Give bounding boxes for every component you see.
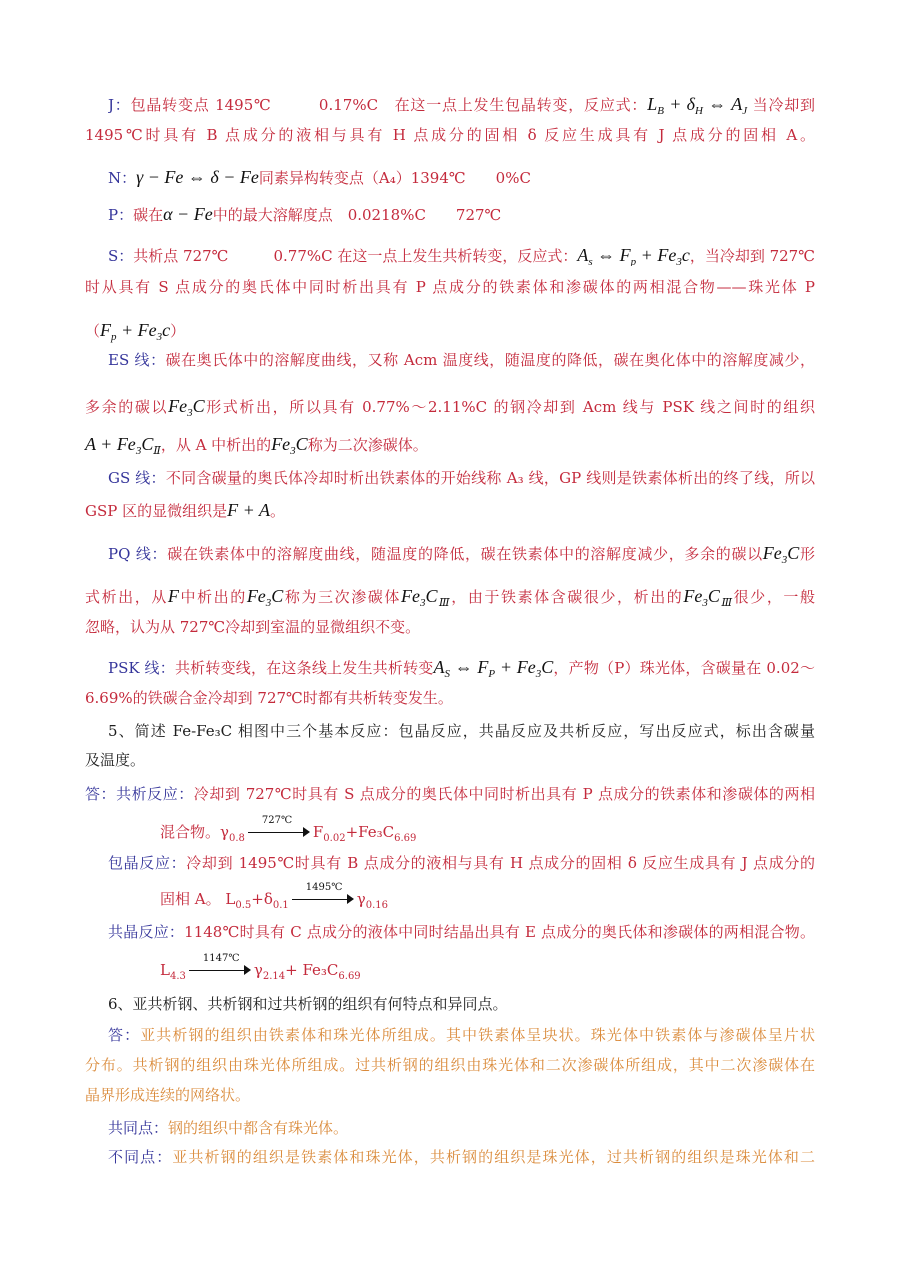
formula: C <box>425 586 438 606</box>
subscript: 2.14 <box>262 971 286 982</box>
formula: A <box>577 245 589 265</box>
subscript: 0.02 <box>323 833 346 844</box>
formula-subscript: B <box>657 105 664 115</box>
text-line <box>85 319 185 341</box>
subscript: 0.1 <box>272 900 289 911</box>
formula-subscript: 3 <box>135 445 142 457</box>
formula: + δ <box>663 94 696 114</box>
body-text: 当冷却到 <box>747 96 815 114</box>
formula-subscript: 3 <box>265 597 272 607</box>
reaction-arrow-icon <box>292 882 354 910</box>
formula-subscript: Ⅲ <box>719 597 734 607</box>
formula: C <box>141 434 154 454</box>
formula: α − Fe <box>163 204 213 224</box>
section-label: 共晶反应： <box>108 923 185 941</box>
body-text: 形 <box>799 545 815 563</box>
text-line <box>108 921 815 943</box>
body-text: 碳在铁素体中的溶解度曲线，随温度的降低，碳在铁素体中的溶解度减少，多余的碳以 <box>167 545 763 563</box>
body-text: 。 <box>269 502 285 520</box>
question-text: 6、亚共析钢、共析钢和过共析钢的组织有何特点和异同点。 <box>108 995 508 1013</box>
body-text: 很少，一般 <box>733 588 815 606</box>
body-text: 1148℃时具有 C 点成分的液体中同时结晶出具有 E 点成分的奥氏体和渗碳体的两相混合物。 <box>184 923 815 941</box>
body-text: ，从 A 中析出的 <box>160 436 272 454</box>
formula-subscript: p <box>630 256 637 266</box>
body-text: 中析出的 <box>178 588 247 606</box>
subscript: 4.3 <box>169 971 186 982</box>
body-text: 冷却到 1495℃时具有 B 点成分的液相与具有 H 点成分的固相 δ 反应生成具有 J 点成分的 <box>186 854 815 872</box>
section-label: ES 线： <box>108 351 166 369</box>
formula-subscript: 3 <box>781 554 788 564</box>
text-line <box>85 616 420 638</box>
text-line <box>108 244 815 266</box>
text-line <box>160 882 388 911</box>
formula-subscript: p <box>111 331 117 343</box>
text-line <box>108 1146 815 1168</box>
section-label: GS 线： <box>108 469 166 487</box>
body-text: L <box>160 961 170 979</box>
formula: Fe <box>762 543 782 563</box>
formula: c <box>162 320 171 340</box>
reaction-temperature: 1147℃ <box>202 953 240 964</box>
subscript: 0.8 <box>228 833 245 844</box>
text-line <box>85 749 145 771</box>
formula: + Fe <box>116 320 157 340</box>
body-text: +Fe₃C <box>345 823 395 841</box>
formula: ⇔ F <box>450 657 489 677</box>
body-text: 称为二次渗碳体。 <box>307 436 428 454</box>
formula: c <box>681 245 690 265</box>
body-text: 不同含碳量的奥氏体冷却时析出铁素体的开始线称 A₃ 线，GP 线则是铁素体析出的终了线，所以 <box>165 469 815 487</box>
body-text: ，当冷却到 727℃ <box>689 247 815 265</box>
formula-subscript: s <box>588 256 593 266</box>
body-text: ） <box>170 322 186 340</box>
answer-text: 分布。共析钢的组织由珠光体所组成。过共析钢的组织由珠光体和二次渗碳体所组成，其中二次渗碳体在 <box>85 1056 815 1074</box>
text-line <box>85 783 815 805</box>
reaction-arrow-icon <box>189 953 251 981</box>
formula-subscript: 3 <box>187 407 193 417</box>
body-text: 碳在奥氏体中的溶解度曲线，又称 Acm 温度线，随温度的降低，碳在奥化体中的溶解度减少， <box>165 351 815 369</box>
formula: A <box>433 657 445 677</box>
body-text: 多余的碳以 <box>85 398 169 416</box>
body-text: 6.69%的铁碳合金冷却到 727℃时都有共析转变发生。 <box>85 689 453 707</box>
body-text: 固相 A。 L <box>160 890 236 908</box>
section-label: 答：共析反应： <box>85 785 194 803</box>
formula: Fe <box>400 586 420 606</box>
formula-subscript: S <box>444 668 450 678</box>
formula: + Fe <box>636 245 677 265</box>
body-text: ，产物（P）珠光体，含碳量在 0.02～ <box>553 659 815 677</box>
text-line <box>160 815 417 844</box>
section-label: 不同点： <box>108 1148 173 1166</box>
formula: L <box>647 94 658 114</box>
section-label: 包晶反应： <box>108 854 187 872</box>
formula: Fe <box>246 586 266 606</box>
text-line <box>108 1024 815 1046</box>
body-text: 式析出，从 <box>85 588 168 606</box>
body-text: 碳在 <box>133 206 164 224</box>
subscript: 6.69 <box>394 833 417 844</box>
text-line <box>85 433 428 455</box>
reaction-temperature: 1495℃ <box>305 882 343 893</box>
question-text: 5、简述 Fe-Fe₃C 相图中三个基本反应：包晶反应，共晶反应及共析反应，写出反应式，标出含碳量 <box>108 722 815 740</box>
body-text: 形式析出，所以具有 0.77%～2.11%C 的钢冷却到 Acm 线与 PSK 线之间时的组织 <box>204 398 815 416</box>
text-line <box>85 395 815 417</box>
answer-text: 亚共析钢的组织是铁素体和珠光体，共析钢的组织是珠光体，过共析钢的组织是珠光体和二 <box>172 1148 815 1166</box>
formula-subscript: Ⅲ <box>437 597 452 607</box>
formula-subscript: 3 <box>702 597 708 607</box>
text-line <box>108 720 815 742</box>
formula: F + A <box>227 500 270 520</box>
formula: C <box>295 434 308 454</box>
section-label: 答： <box>108 1026 141 1044</box>
text-line <box>108 467 815 489</box>
formula-subscript: P <box>488 668 496 678</box>
text-line <box>108 542 815 564</box>
body-text: 中的最大溶解度点 0.0218%C 727℃ <box>212 206 502 224</box>
section-label: P： <box>108 206 134 224</box>
text-line <box>108 166 531 188</box>
subscript: 0.5 <box>235 900 252 911</box>
formula: ⇔ A <box>702 94 743 114</box>
body-text: 共析点 727℃ 0.77%C 在这一点上发生共析转变，反应式： <box>133 247 578 265</box>
body-text: 包晶转变点 1495℃ 0.17%C 在这一点上发生包晶转变，反应式： <box>130 96 648 114</box>
formula: C <box>787 543 800 563</box>
section-label: J： <box>108 96 131 114</box>
formula: + Fe <box>495 657 536 677</box>
body-text: 混合物。γ <box>160 823 229 841</box>
text-line <box>108 203 501 225</box>
formula: C <box>192 396 205 416</box>
text-line <box>108 993 508 1015</box>
section-label: PQ 线： <box>108 545 168 563</box>
formula: C <box>707 586 720 606</box>
formula-subscript: 3 <box>535 668 542 678</box>
text-line <box>85 585 815 607</box>
formula-subscript: H <box>695 105 703 115</box>
formula-subscript: 3 <box>676 256 682 266</box>
formula: F <box>100 320 112 340</box>
subscript: 6.69 <box>338 971 361 982</box>
answer-text: 亚共析钢的组织由铁素体和珠光体所组成。其中铁素体呈块状。珠光体中铁素体与渗碳体呈片状 <box>140 1026 815 1044</box>
body-text: γ <box>356 890 366 908</box>
subscript: 0.16 <box>365 900 388 911</box>
formula: Fe <box>683 586 703 606</box>
question-text: 及温度。 <box>85 751 146 769</box>
formula-subscript: 3 <box>290 445 296 457</box>
text-line <box>85 276 815 298</box>
answer-text: 钢的组织中都含有珠光体。 <box>168 1119 349 1137</box>
text-line <box>85 1084 250 1106</box>
text-line <box>108 852 815 874</box>
body-text: 共析转变线，在这条线上发生共析转变 <box>174 659 434 677</box>
section-label: S： <box>108 247 134 265</box>
reaction-arrow-icon <box>248 815 310 843</box>
formula: ⇔ F <box>592 245 631 265</box>
answer-text: 晶界形成连续的网络状。 <box>85 1086 251 1104</box>
text-line <box>85 124 815 146</box>
formula: A + Fe <box>85 434 136 454</box>
body-text: 冷却到 727℃时具有 S 点成分的奥氏体中同时析出具有 P 点成分的铁素体和渗碳体的两相 <box>193 785 815 803</box>
text-line <box>108 349 815 371</box>
body-text: 忽略，认为从 727℃冷却到室温的显微组织不变。 <box>85 618 421 636</box>
text-line <box>108 93 815 115</box>
body-text: （ <box>85 322 101 340</box>
body-text: F <box>312 823 324 841</box>
body-text: 同素异构转变点（A₄）1394℃ 0%C <box>258 169 531 187</box>
text-line <box>85 687 453 709</box>
formula-subscript: 3 <box>156 331 163 343</box>
section-label: PSK 线： <box>108 659 175 677</box>
formula: Fe <box>168 396 188 416</box>
formula: C <box>541 657 554 677</box>
section-label: 共同点： <box>108 1119 169 1137</box>
formula: F <box>167 586 179 606</box>
body-text: 1495℃时具有 B 点成分的液相与具有 H 点成分的固相 δ 反应生成具有 J 点成分的固相 A。 <box>85 126 815 144</box>
body-text: GSP 区的显微组织是 <box>85 502 228 520</box>
body-text: γ <box>253 961 263 979</box>
formula: Fe <box>271 434 291 454</box>
formula-subscript: Ⅱ <box>153 445 161 457</box>
text-line <box>160 953 361 982</box>
body-text: 称为三次渗碳体 <box>283 588 401 606</box>
formula: C <box>271 586 284 606</box>
formula-subscript: 3 <box>419 597 426 607</box>
body-text: + Fe₃C <box>285 961 339 979</box>
formula: γ − Fe ⇔ δ − Fe <box>136 167 259 187</box>
text-line <box>108 1117 348 1139</box>
formula-subscript: J <box>742 105 748 115</box>
body-text: 时从具有 S 点成分的奥氏体中同时析出具有 P 点成分的铁素体和渗碳体的两相混合物——珠光体 P <box>85 278 815 296</box>
text-line <box>85 1054 815 1076</box>
section-label: N： <box>108 169 137 187</box>
text-line <box>108 656 815 678</box>
body-text: ，由于铁素体含碳很少，析出的 <box>451 588 684 606</box>
body-text: +δ <box>251 890 273 908</box>
reaction-temperature: 727℃ <box>261 815 293 826</box>
text-line <box>85 499 285 521</box>
